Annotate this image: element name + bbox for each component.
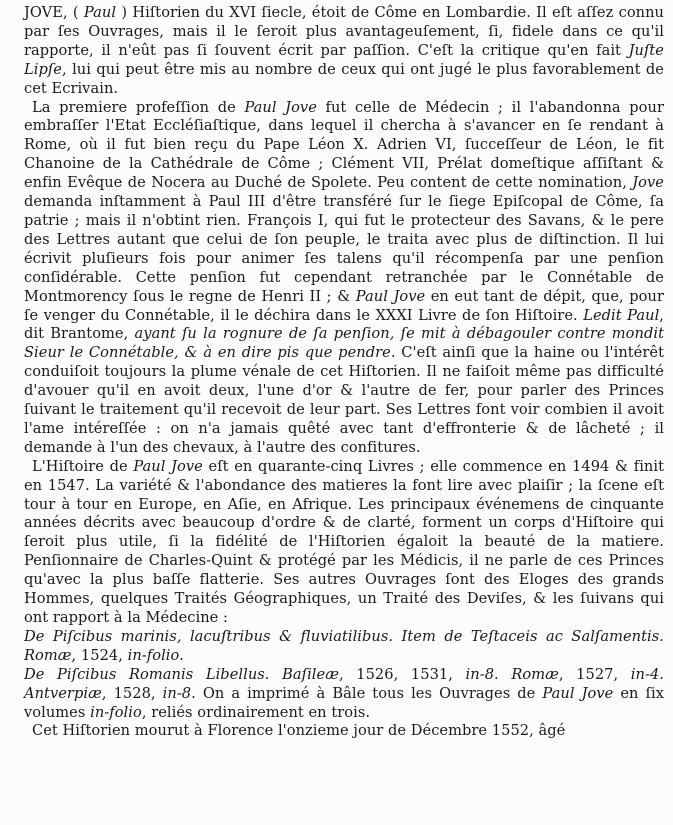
paragraph-p3 [24, 458, 664, 628]
text-run: L'Hiſtoire de [32, 457, 134, 475]
text-run: , 1528, [101, 684, 163, 702]
italic-text: De Piſcibus marinis, lacuſtribus & fluviatilibus. Item de Teſtaceis ac Salſamentis. Romæ [24, 627, 664, 664]
text-run: C'eſt ainſi que la haine ou l'intérêt conduiſoit toujours la plume vénale de cet Hiſtorien. Il ne faiſoit même pas difficulté d'avouer qu'il en avoit deux, l'une d'or & l'autre de fer, pour parler des Princes ſuivant le traitement qu'il recevoit de leur part. Ses Lettres font voir combien il avoit l'ame intéreſſée : on n'a jamais quêté avec tant d'effronterie & de lâcheté ; il demande à l'un des chevaux, à l'autre des confitures. [24, 344, 664, 456]
paragraph-p4 [24, 628, 664, 666]
italic-text: in-4. Antverpiæ [24, 665, 664, 702]
text-run: demanda inſtamment à Paul III d'être transféré ſur le ſiege Epiſcopal de Côme, ſa patrie ; mais il n'obtint rien. François I, qui fut le protecteur des Savans, & le pere des Lettres autant que celui de ſon peuple, le traita avec plus de diſtinction. Il lui écrivit pluſieurs fois pour animer ſes talens qu'il récompenſa par une penſion conſidérable. Cette penſion fut cependant retranchée par le Connétable de Montmorency ſous le regne de Henri II ; & [24, 193, 664, 305]
text-run: , 1526, 1531, [338, 665, 466, 683]
italic-text: Paul [83, 4, 117, 21]
italic-text: Ledit Paul [583, 306, 660, 324]
italic-text: Jove [632, 174, 664, 192]
text-run: , lui qui peut être mis au nombre de ceux qui ont jugé le plus favorablement de cet Ecrivain. [24, 60, 664, 97]
text-run: fut celle de Médecin ; il l'abandonna pour embraſſer l'Etat Eccléſiaſtique, dans lequel il chercha à s'avancer en ſe rendant à Rome, où il fut bien reçu du Pape Léon X. Adrien VI, ſucceſſeur de Léon, le fit Chanoine de la Cathédrale de Côme ; Clément VII, Prélat domeſtique aſſiſtant & enfin Evêque de Nocera au Duché de Spolete. Peu content de cette nomination, [24, 98, 664, 192]
italic-text: Juſte Lipſe [24, 41, 664, 78]
italic-text: in-folio. [127, 646, 184, 664]
text-run: en eut tant de dépit, que, pour ſe venger du Connétable, il le déchira dans le XXXI Livre de ſon Hiſtoire. [24, 287, 664, 324]
italic-text: ayant ſu la rognure de ſa penſion, ſe mit à débagouler contre mondit Sieur le Connétable, & à en dire pis que pendre. [24, 325, 664, 362]
italic-text: in-folio [90, 703, 142, 721]
text-run: , reliés ordinairement en trois. [141, 703, 371, 721]
text-run: en ſix volumes [24, 684, 664, 721]
text-run: , dit Brantome, [24, 306, 664, 343]
text-run: , 1524, [71, 646, 128, 664]
text-run: eſt en quarante-cinq Livres ; elle commence en 1494 & finit en 1547. La variété & l'abondance des matieres la font lire avec plaiſir ; la ſcene eſt tour à tour en Europe, en Aſie, en Afrique. Les principaux événemens de cinquante années décrits avec beaucoup d'ordre & de clarté, forment un corps d'Hiſtoire qui ſeroit plus utile, ſi la fidélité de l'Hiſtorien égaloit la beauté de la matiere. Penſionnaire de Charles-Quint & protégé par les Médicis, il ne parle de ces Princes qu'avec la plus baſſe flatterie. Ses autres Ouvrages ſont des Eloges des grands Hommes, quelques Traités Géographiques, un Traité des Deviſes, & les ſuivans qui ont rapport à la Médecine : [24, 457, 664, 626]
text-run: On a imprimé à Bâle tous les Ouvrages de [195, 684, 543, 702]
paragraph-p2 [24, 99, 664, 458]
italic-text: in-8. [162, 684, 196, 702]
paragraph-p1 [24, 4, 664, 99]
italic-text: Paul Jove [244, 98, 317, 116]
paragraph-p6 [24, 722, 664, 741]
paragraph-p5 [24, 666, 664, 723]
text-run: Cet Hiſtorien mourut à Florence l'onzieme jour de Décembre 1552, âgé [32, 722, 566, 740]
italic-text: in-8. Romæ [465, 665, 559, 683]
italic-text: De Piſcibus Romanis Libellus. Baſileæ [24, 665, 339, 683]
text-run: La premiere profeſſion de [32, 98, 245, 116]
italic-text: Paul Jove [133, 457, 203, 475]
article-jove [24, 4, 664, 741]
italic-text: Paul Jove [355, 287, 426, 305]
headword: JOVE [24, 4, 63, 21]
text-run: , ( [62, 4, 84, 21]
text-run: ) Hiſtorien du XVI ſiecle, étoit de Côme en Lombardie. Il eſt aſſez connu par ſes Ouvrages, mais il le ſeroit plus avantageuſement, ſi, fidele dans ce qu'il rapporte, il n'eût pas ſi ſouvent écrit par paſſion. C'eſt la critique qu'en fait [24, 4, 665, 59]
text-run: , 1527, [558, 665, 631, 683]
italic-text: Paul Jove [542, 684, 614, 702]
